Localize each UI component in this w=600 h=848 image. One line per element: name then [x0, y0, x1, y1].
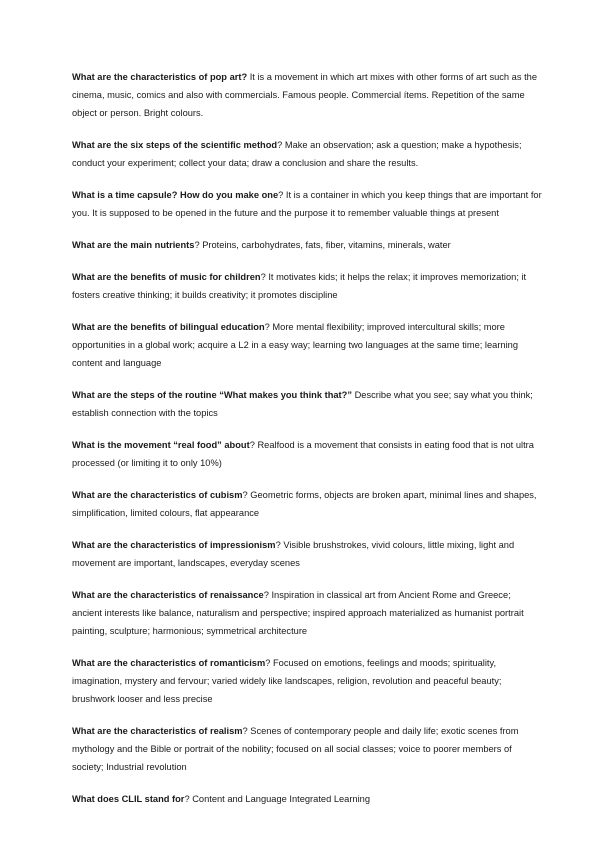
question: What are the characteristics of pop art?	[72, 72, 248, 82]
qa-routine	[72, 386, 542, 422]
qa-impressionism	[72, 536, 542, 572]
answer: Describe what you see; say what you think; establish connection with the topics	[72, 390, 533, 418]
question: What are the characteristics of cubism	[72, 490, 243, 500]
qa-time-capsule	[72, 186, 542, 222]
qa-bilingual-education	[72, 318, 542, 372]
answer: ? It is a container in which you keep things that are important for you. It is supposed to be opened in the future and the purpose it to remember valuable things at present	[72, 190, 542, 218]
answer: It is a movement in which art mixes with other forms of art such as the cinema, music, comics and also with commercials. Famous people. Commercial ítems. Repetition of the same object or person. Bright colours.	[72, 72, 538, 118]
answer: ? Inspiration in classical art from Ancient Rome and Greece; ancient interests like balance, naturalism and perspective; inspired approach materialized as humanist portrait painting, sculpture; harmonious; symmetrical architecture	[72, 590, 524, 636]
question: What are the benefits of bilingual education	[72, 322, 265, 332]
question: What does CLIL stand for	[72, 794, 185, 804]
question: What is a time capsule? How do you make one	[72, 190, 279, 200]
question: What are the characteristics of realism	[72, 726, 243, 736]
answer: ? Realfood is a movement that consists in eating food that is not ultra processed (or limiting it to only 10%)	[72, 440, 534, 468]
answer: ? Proteins, carbohydrates, fats, fiber, vitamins, minerals, water	[194, 240, 451, 250]
answer: ? Scenes of contemporary people and daily life; exotic scenes from mythology and the Bible or portrait of the nobility; focused on all social classes; voice to poorer members of society; Industrial revolution	[72, 726, 519, 772]
qa-renaissance	[72, 586, 542, 640]
question: What are the six steps of the scientific method	[72, 140, 278, 150]
qa-scientific-method	[72, 136, 542, 172]
answer: ? Visible brushstrokes, vivid colours, little mixing, light and movement are important, landscapes, everyday scenes	[72, 540, 515, 568]
question: What are the main nutrients	[72, 240, 195, 250]
qa-music-children	[72, 268, 542, 304]
question: What are the steps of the routine “What makes you think that?”	[72, 390, 352, 400]
qa-realism	[72, 722, 542, 776]
answer: ? Focused on emotions, feelings and moods; spirituality, imagination, mystery and fervour; varied widely like landscapes, religion, revolution and peaceful beauty; brushwork looser and less precise	[72, 658, 502, 704]
question: What are the characteristics of romanticism	[72, 658, 266, 668]
question: What are the characteristics of impressionism	[72, 540, 276, 550]
answer: ? Make an observation; ask a question; make a hypothesis; conduct your experiment; collect your data; draw a conclusion and share the results.	[72, 140, 522, 168]
qa-nutrients	[72, 236, 542, 254]
answer: ? It motivates kids; it helps the relax; it improves memorization; it fosters creative thinking; it builds creativity; it promotes discipline	[72, 272, 527, 300]
answer: ? Content and Language Integrated Learning	[184, 794, 371, 804]
qa-clil	[72, 790, 542, 808]
question: What are the benefits of music for children	[72, 272, 261, 282]
qa-pop-art	[72, 68, 542, 122]
document-page	[72, 68, 542, 822]
answer: ? Geometric forms, objects are broken apart, minimal lines and shapes, simplification, limited colours, flat appearance	[72, 490, 537, 518]
qa-cubism	[72, 486, 542, 522]
qa-real-food	[72, 436, 542, 472]
answer: ? More mental flexibility; improved intercultural skills; more opportunities in a global work; acquire a L2 in a easy way; learning two languages at the same time; learning content and language	[72, 322, 518, 368]
question: What are the characteristics of renaissance	[72, 590, 264, 600]
qa-romanticism	[72, 654, 542, 708]
question: What is the movement “real food” about	[72, 440, 250, 450]
